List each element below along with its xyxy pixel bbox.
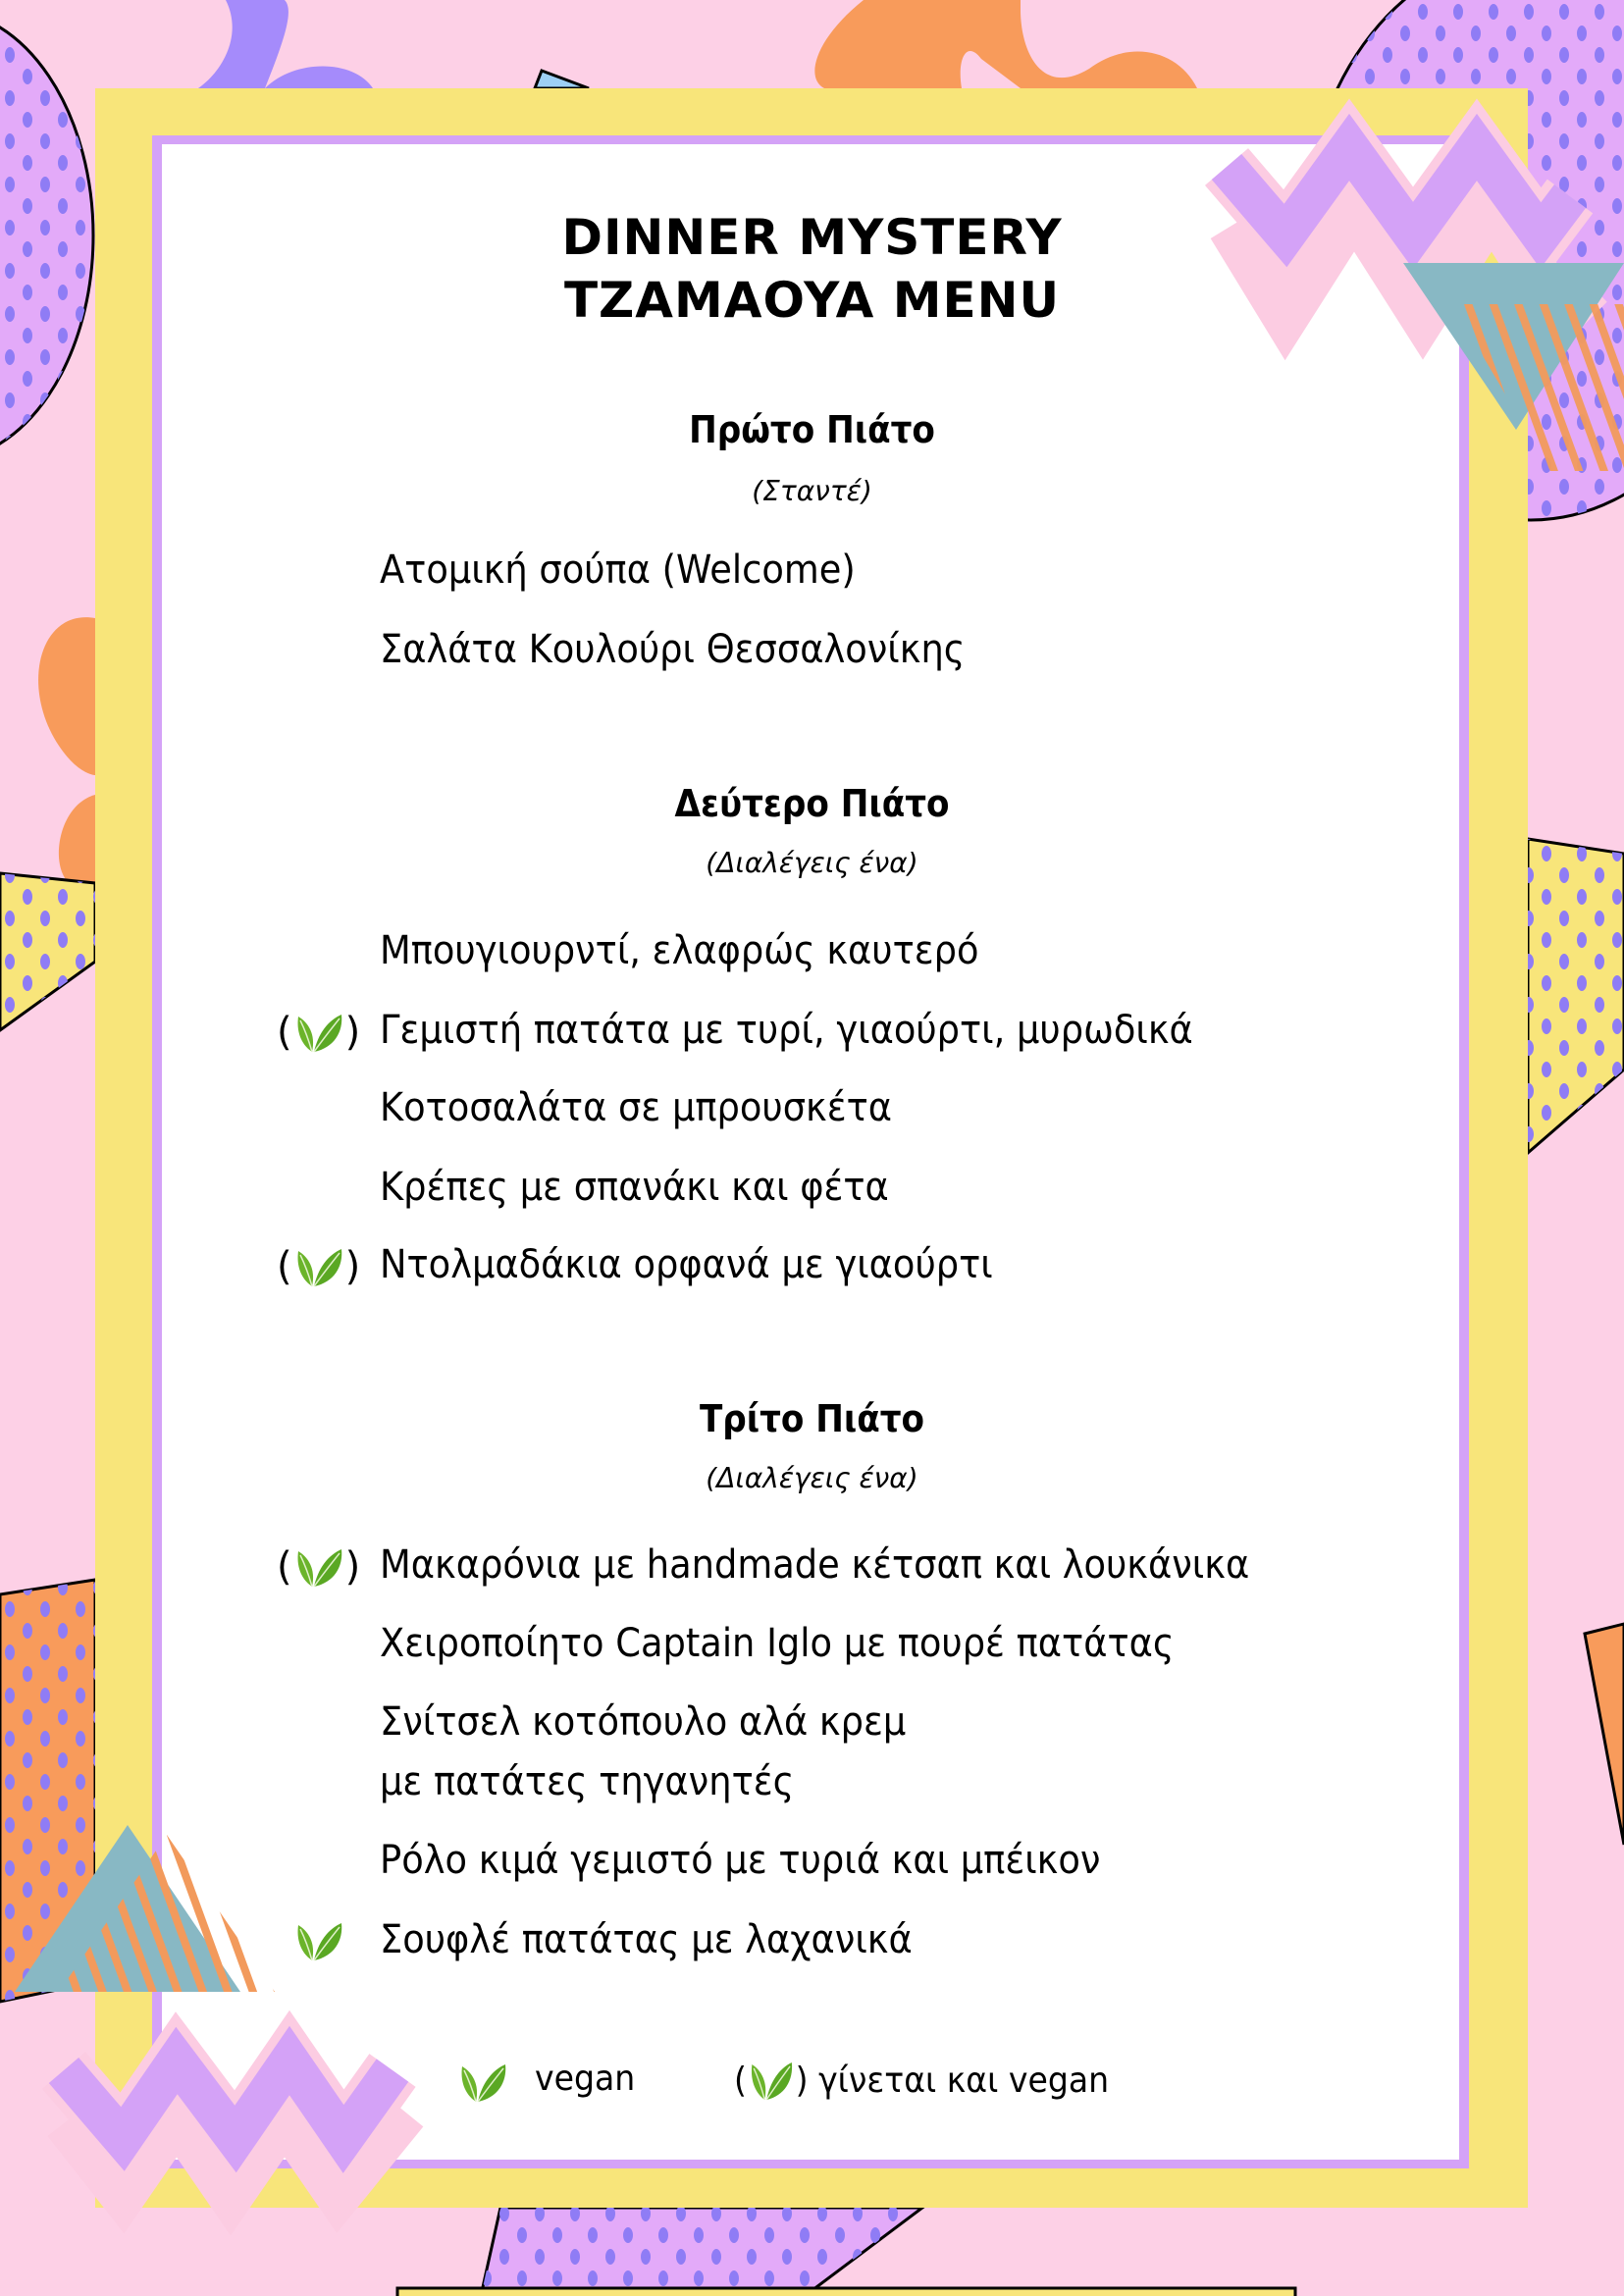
legend-can-be-vegan-label: γίνεται και vegan [818, 2060, 1110, 2101]
leaf-icon [292, 1011, 345, 1054]
legend-vegan [456, 2061, 509, 2108]
menu-item: Μπουγιουρντί, ελαφρώς καυτερό [380, 928, 979, 973]
menu-item: Γεμιστή πατάτα με τυρί, γιαούρτι, μυρωδικά [380, 1008, 1193, 1053]
menu-item: Κοτοσαλάτα σε μπρουσκέτα [380, 1085, 893, 1130]
can-be-vegan-mark [277, 1544, 360, 1590]
course-note: (Σταντέ) [752, 475, 872, 507]
can-be-vegan-mark [277, 1244, 360, 1289]
leaf-icon [292, 1245, 345, 1288]
menu-item: Ντολμαδάκια ορφανά με γιαούρτι [380, 1242, 993, 1287]
menu-item: Μακαρόνια με handmade κέτσαπ και λουκάνικα [380, 1542, 1250, 1588]
leaf-icon [456, 2061, 509, 2104]
menu-item: Σουφλέ πατάτας με λαχανικά [380, 1917, 913, 1962]
menu-item: Χειροποίητο Captain Iglo με πουρέ πατάτας [380, 1621, 1175, 1666]
menu-title-line2: TZAMAOYA MENU [563, 272, 1061, 329]
paren: ) [344, 1010, 361, 1055]
paren: ( [277, 1544, 292, 1590]
course-note: (Διαλέγεις ένα) [706, 847, 918, 879]
paren: ( [277, 1010, 292, 1055]
paren: ) [795, 2060, 809, 2101]
can-be-vegan-mark [277, 1010, 360, 1055]
menu-item: Ρόλο κιμά γεμιστό με τυριά και μπέικον [380, 1838, 1101, 1883]
course-note: (Διαλέγεις ένα) [706, 1462, 918, 1494]
paren: ( [277, 1244, 292, 1289]
course-heading: Τρίτο Πιάτο [699, 1397, 925, 1440]
leaf-icon [292, 1545, 345, 1589]
vegan-mark [292, 1919, 345, 1962]
legend-vegan-label: vegan [535, 2059, 636, 2099]
menu-title-line1: DINNER MYSTERY [561, 209, 1063, 266]
paren: ) [344, 1544, 361, 1590]
leaf-icon [747, 2059, 796, 2102]
menu-item: Ατομική σούπα (Welcome) [380, 548, 856, 593]
course-heading: Πρώτο Πιάτο [689, 408, 935, 451]
leaf-icon [292, 1919, 345, 1962]
legend-can-be-vegan [734, 2059, 1109, 2102]
menu-item: Σαλάτα Κουλούρι Θεσσαλονίκης [380, 627, 966, 672]
paren: ) [344, 1244, 361, 1289]
menu-item: Κρέπες με σπανάκι και φέτα [380, 1165, 889, 1210]
paren: ( [734, 2060, 747, 2101]
course-heading: Δεύτερο Πιάτο [674, 782, 950, 825]
menu-item: Σνίτσελ κοτόπουλο αλά κρεμ [380, 1699, 907, 1745]
menu-item: με πατάτες τηγανητές [380, 1759, 795, 1804]
